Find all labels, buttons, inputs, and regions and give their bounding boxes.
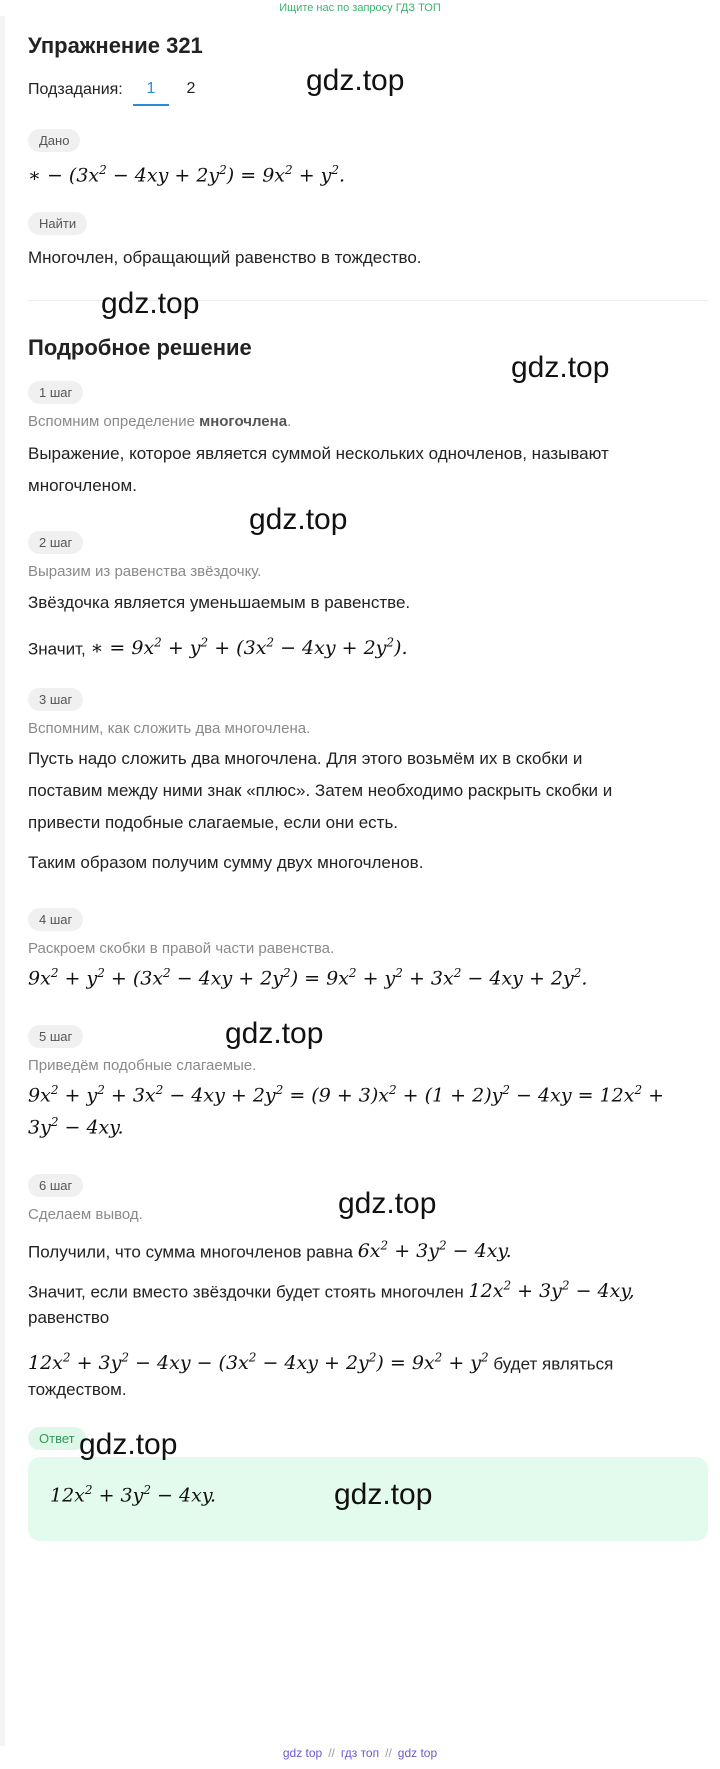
watermark: gdz.top: [306, 64, 405, 97]
tab-subtask-2[interactable]: 2: [186, 80, 196, 97]
step-6-hint: Сделаем вывод.: [28, 1206, 143, 1223]
watermark: gdz.top: [338, 1187, 437, 1220]
watermark: gdz.top: [225, 1017, 324, 1050]
step-6-line5: тождеством.: [28, 1380, 127, 1399]
find-badge: Найти: [28, 212, 87, 235]
step-1-badge: 1 шаг: [28, 381, 83, 404]
footer-links: [0, 1746, 720, 1760]
step-3-text-line2: поставим между ними знак «плюс». Затем необходимо раскрыть скобки и: [28, 781, 613, 800]
step-1-text-line1: Выражение, которое является суммой нескольких одночленов, называют: [28, 444, 609, 463]
step-3-text-line1: Пусть надо сложить два многочлена. Для этого возьмём их в скобки и: [28, 749, 583, 768]
answer-badge: Ответ: [28, 1427, 86, 1450]
footer-link[interactable]: gdz top: [397, 1746, 438, 1760]
step-6-line3: равенство: [28, 1308, 110, 1327]
step-6-badge: 6 шаг: [28, 1174, 83, 1197]
step-3-text-line3: привести подобные слагаемые, если они есть.: [28, 813, 399, 832]
step-3-text-line4: Таким образом получим сумму двух многочленов.: [28, 853, 424, 872]
tab-active-underline: [133, 104, 169, 106]
find-text: Многочлен, обращающий равенство в тождество.: [28, 248, 422, 267]
footer-separator: //: [328, 1746, 335, 1760]
step-2-badge: 2 шаг: [28, 531, 83, 554]
top-banner-link[interactable]: Ищите нас по запросу ГДЗ ТОП: [279, 2, 441, 14]
solution-title: Подробное решение: [28, 335, 252, 360]
left-rule: [0, 16, 5, 1746]
watermark: gdz.top: [249, 503, 348, 536]
footer-link[interactable]: gdz top: [282, 1746, 323, 1760]
step-5-hint: Приведём подобные слагаемые.: [28, 1057, 257, 1074]
step-3-badge: 3 шаг: [28, 688, 83, 711]
step-1-text-line2: многочленом.: [28, 476, 137, 495]
step-3-hint: Вспомним, как сложить два многочлена.: [28, 720, 311, 737]
step-1-hint: Вспомним определение многочлена.: [28, 413, 292, 430]
given-formula: ∗ − $(3x^2 - 4xy + 2y^2) = 9x^2 + y^2$.: [28, 163, 346, 187]
step-5-formula-line2: $3y^2 - 4xy$.: [28, 1115, 124, 1139]
step-6-line1: Получили, что сумма многочленов равна $6x^2 + 3y^2 - 4xy$.: [28, 1239, 512, 1263]
step-4-hint: Раскроем скобки в правой части равенства.: [28, 940, 335, 957]
footer-separator: //: [385, 1746, 392, 1760]
step-6-line2: Значит, если вместо звёздочки будет стоять многочлен $12x^2 + 3y^2 - 4xy$,: [28, 1279, 635, 1303]
step-2-hint: Выразим из равенства звёздочку.: [28, 563, 262, 580]
given-badge: Дано: [28, 129, 80, 152]
tab-subtask-1[interactable]: 1: [146, 80, 156, 97]
step-5-badge: 5 шаг: [28, 1025, 83, 1048]
step-2-text2: Значит, ∗ = $9x^2 + y^2 + (3x^2 - 4xy + 2y^2)$.: [28, 636, 408, 660]
watermark: gdz.top: [79, 1428, 178, 1461]
page-title: Упражнение 321: [28, 33, 203, 58]
step-6-line4: $12x^2 + 3y^2 - 4xy - (3x^2 - 4xy + 2y^2) = 9x^2 + y^2$ будет являться: [28, 1351, 614, 1375]
step-4-badge: 4 шаг: [28, 908, 83, 931]
subtasks-label: Подзадания:: [28, 81, 123, 98]
step-4-formula: $9x^2 + y^2 + (3x^2 - 4xy + 2y^2) = 9x^2 + y^2 + 3x^2 - 4xy + 2y^2$.: [28, 966, 588, 990]
answer-formula: $12x^2 + 3y^2 - 4xy$.: [50, 1483, 217, 1507]
step-2-text1: Звёздочка является уменьшаемым в равенстве.: [28, 593, 411, 612]
watermark: gdz.top: [101, 287, 200, 320]
footer-link[interactable]: гдз топ: [340, 1746, 380, 1760]
watermark: gdz.top: [511, 351, 610, 384]
watermark: gdz.top: [334, 1478, 433, 1511]
step-5-formula-line1: $9x^2 + y^2 + 3x^2 - 4xy + 2y^2 = (9 + 3)x^2 + (1 + 2)y^2 - 4xy = 12x^2$ +: [28, 1083, 665, 1107]
